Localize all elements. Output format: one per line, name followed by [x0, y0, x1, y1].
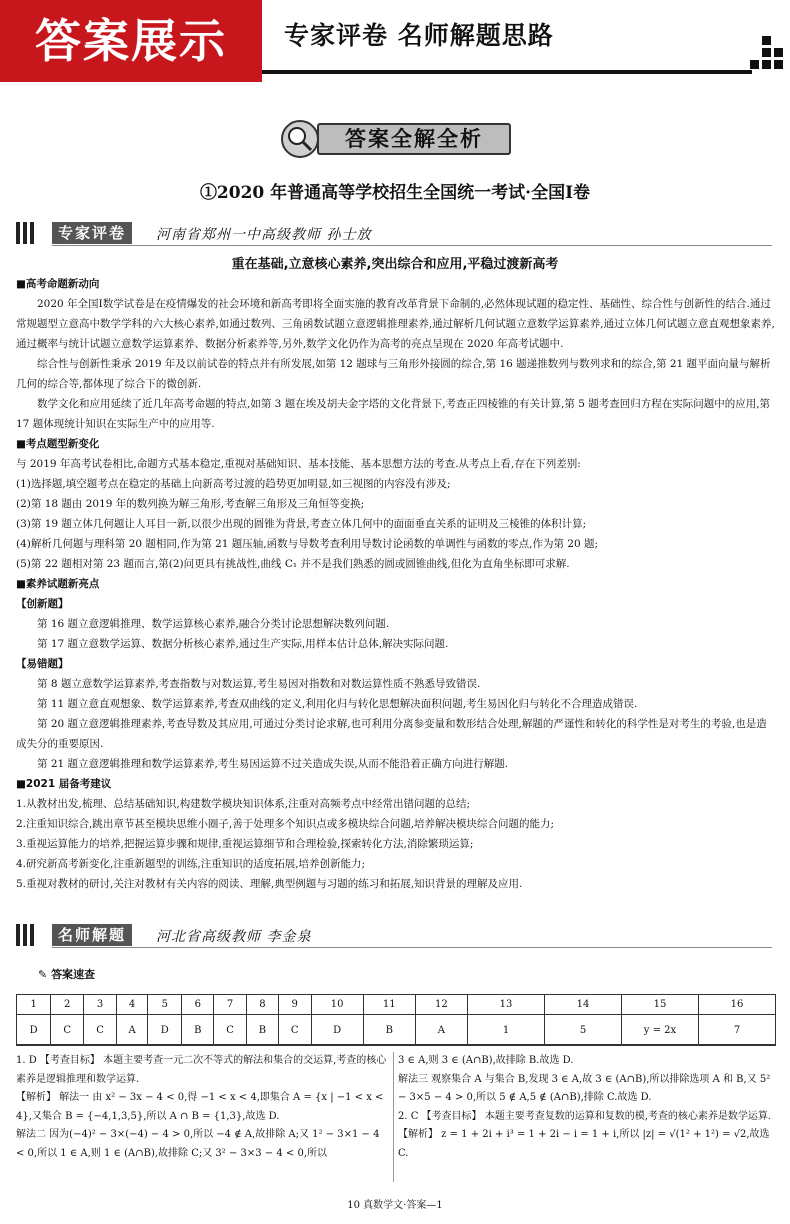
magnifier-icon	[281, 120, 319, 158]
answer-cell: C	[278, 1015, 311, 1046]
headline: 重在基础,立意核心素养,突出综合和应用,平稳过渡新高考	[231, 257, 559, 272]
paragraph: (4)解析几何题与理科第 20 题相同,作为第 21 题压轴,函数与导数考查利用导数讨论函数的单调性与函数的零点,作为第 20 题;	[16, 538, 599, 550]
corner-square	[774, 60, 783, 69]
expert-label: 专家评卷	[52, 222, 132, 244]
solution-paragraph: 1. D 【考查目标】 本题主要考查一元二次不等式的解法和集合的交运算,考查的核心素养是逻辑推理和数学运算.	[16, 1055, 387, 1085]
question-number-cell: 11	[363, 995, 415, 1015]
answer-cell: C	[84, 1015, 117, 1046]
bars-icon	[16, 924, 37, 946]
table-bottom-rule	[16, 1044, 776, 1046]
section-rule	[52, 245, 772, 246]
answer-cell: 1	[468, 1015, 545, 1046]
answer-cell: D	[148, 1015, 182, 1046]
banner-title: 答案展示	[0, 0, 262, 82]
solution-paragraph: 解法三 观察集合 A 与集合 B,发现 3 ∈ A,故 3 ∈ (A∩B),所以排除选项 A 和 B,又 5² − 3×5 − 4 > 0,所以 5 ∉ A,5 ∉ (A∩B),排除 C.故选 D.	[398, 1073, 771, 1104]
teacher-author: 河北省高级教师 李金泉	[156, 929, 312, 945]
solution-paragraph: 【解析】 z = 1 + 2i + i³ = 1 + 2i − i = 1 + i,所以 |z| = √(1² + 1²) = √2,故选 C.	[398, 1129, 770, 1159]
paragraph: (1)选择题,填空题考点在稳定的基础上向新高考过渡的趋势更加明显,如三视图的内容没有涉及;	[16, 478, 451, 490]
question-number-cell: 14	[545, 995, 622, 1015]
corner-square	[762, 48, 771, 57]
subsection-heading: ■素养试题新亮点	[16, 578, 100, 590]
question-number-cell: 6	[182, 995, 214, 1015]
question-number-cell: 4	[116, 995, 147, 1015]
paragraph: 1.从教材出发,梳理、总结基础知识,构建数学模块知识体系,注重对高频考点中经常出错问题的总结;	[16, 798, 471, 810]
corner-square	[762, 60, 771, 69]
expert-body	[16, 274, 776, 894]
paragraph: 第 21 题立意逻辑推理和数学运算素养,考生易因运算不过关造成失误,从而不能沿着正确方向进行解题.	[37, 758, 509, 770]
subsection-heading: ■2021 届备考建议	[16, 778, 112, 790]
quick-answer-label: 答案速查	[51, 968, 96, 981]
quick-answer-title	[38, 966, 95, 982]
paragraph: (2)第 18 题由 2019 年的数列换为解三角形,考查解三角形及三角恒等变换;	[16, 498, 365, 510]
bracket-heading: 【易错题】	[16, 658, 69, 670]
answer-cell: D	[311, 1015, 363, 1046]
paragraph: 数学文化和应用延续了近几年高考命题的特点,如第 3 题在埃及胡夫金字塔的文化背景下,考查正四棱锥的有关计算,第 5 题考查回归方程在实际问题中的应用,第 17 题体现统计知识在实际生产中的应用等.	[16, 398, 771, 430]
expert-section-header	[16, 222, 776, 246]
analysis-header	[281, 120, 511, 158]
paragraph: 第 11 题立意直观想象、数学运算素养,考查双曲线的定义,利用化归与转化思想解决面积问题,考生易因化归与转化不合理造成错误.	[37, 698, 638, 710]
answer-cell: B	[247, 1015, 279, 1046]
answer-cell: 7	[699, 1015, 776, 1046]
question-number-cell: 16	[699, 995, 776, 1015]
exam-title: ①2020 年普通高等学校招生全国统一考试·全国Ⅰ卷	[199, 183, 591, 203]
solution-paragraph: 解法二 因为(−4)² − 3×(−4) − 4 > 0,所以 −4 ∉ A,故排除 A;又 1² − 3×1 − 4 < 0,所以 1 ∈ A,则 1 ∈ (A∩B),故排除 C;又 3² − 3×3 − 4 < 0,所以	[16, 1129, 380, 1159]
solutions-right-column	[398, 1052, 776, 1164]
paragraph: 2.注重知识综合,跳出章节甚至模块思维小圈子,善于处理多个知识点或多模块综合问题,培养解决模块综合问题的能力;	[16, 818, 555, 830]
paragraph: 综合性与创新性秉承 2019 年及以前试卷的特点并有所发展,如第 12 题球与三角形外接圆的综合,第 16 题递推数列与数列求和的综合,第 21 题平面向量与解析几何的综合等,都体现了综合下的微创新.	[16, 358, 771, 390]
answer-cell: C	[214, 1015, 247, 1046]
page-footer: 10 真数学文·答案—1	[347, 1200, 443, 1211]
question-number-cell: 8	[247, 995, 279, 1015]
question-number-cell: 9	[278, 995, 311, 1015]
section-rule	[52, 947, 772, 948]
paragraph: 2020 年全国Ⅰ数学试卷是在疫情爆发的社会环境和新高考即将全面实施的教育改革背景下命制的,必然体现试题的稳定性、基础性、综合性与创新性的结合.通过常规题型立意高中数学学科的六大核心素养,如通过数列、三角函数试题立意逻辑推理素养,通过解析几何试题立意数学运算素养,通过立体几何试题立意直观想象素养,通过概率与统计试题立意数学运算素养、数据分析素养等,另外,数学文化仍作为高考的亮点呈现在 2020 年高考试题中.	[16, 298, 775, 350]
header-banner	[0, 0, 790, 82]
answer-table	[16, 994, 776, 1046]
bracket-heading: 【创新题】	[16, 598, 69, 610]
answer-cell: C	[51, 1015, 84, 1046]
answer-cell: A	[415, 1015, 467, 1046]
paragraph: (5)第 22 题相对第 23 题而言,第(2)问更具有挑战性,曲线 C₁ 并不是我们熟悉的圆或圆锥曲线,但化为直角坐标即可求解.	[16, 558, 570, 570]
answer-cell: 5	[545, 1015, 622, 1046]
paragraph: 第 8 题立意数学运算素养,考查指数与对数运算,考生易因对指数和对数运算性质不熟悉导致错误.	[37, 678, 481, 690]
subsection-heading: ■考点题型新变化	[16, 438, 100, 450]
teacher-section-header	[16, 924, 776, 948]
question-number-cell: 7	[214, 995, 247, 1015]
question-number-cell: 2	[51, 995, 84, 1015]
question-number-cell: 15	[622, 995, 699, 1015]
answer-cell: B	[182, 1015, 214, 1046]
bars-icon	[16, 222, 37, 244]
solutions-left-column	[16, 1052, 391, 1164]
answer-value-row	[17, 1015, 776, 1046]
question-number-cell: 10	[311, 995, 363, 1015]
answer-number-row	[17, 995, 776, 1015]
question-number-cell: 5	[148, 995, 182, 1015]
expert-author: 河南省郑州一中高级教师 孙士放	[156, 227, 372, 243]
answer-cell: y = 2x	[622, 1015, 699, 1046]
teacher-label: 名师解题	[52, 924, 132, 946]
paragraph: (3)第 19 题立体几何题让人耳目一新,以很少出现的圆锥为背景,考查立体几何中的面面垂直关系的证明及三棱锥的体积计算;	[16, 518, 587, 530]
paragraph: 第 20 题立意逻辑推理素养,考查导数及其应用,可通过分类讨论求解,也可利用分离参变量和数形结合处理,解题的严谨性和转化的科学性是对考生的考验,也是造成失分的重要原因.	[16, 718, 767, 750]
paragraph: 与 2019 年高考试卷相比,命题方式基本稳定,重视对基础知识、基本技能、基本思想方法的考查.从考点上看,存在下列差别:	[16, 458, 581, 470]
paragraph: 第 17 题立意数学运算、数据分析核心素养,通过生产实际,用样本估计总体,解决实际问题.	[37, 638, 449, 650]
answer-cell: B	[363, 1015, 415, 1046]
question-number-cell: 1	[17, 995, 51, 1015]
answer-cell: D	[17, 1015, 51, 1046]
analysis-title: 答案全解全析	[317, 123, 511, 155]
paragraph: 第 16 题立意逻辑推理、数学运算核心素养,融合分类讨论思想解决数列问题.	[37, 618, 390, 630]
banner-rule	[262, 70, 752, 74]
answer-cell: A	[116, 1015, 147, 1046]
question-number-cell: 13	[468, 995, 545, 1015]
question-number-cell: 3	[84, 995, 117, 1015]
subsection-heading: ■高考命题新动向	[16, 278, 100, 290]
question-number-cell: 12	[415, 995, 467, 1015]
paragraph: 5.重视对教材的研讨,关注对教材有关内容的阅读、理解,典型例题与习题的练习和拓展,知识背景的理解及应用.	[16, 878, 523, 890]
paragraph: 3.重视运算能力的培养,把握运算步骤和规律,重视运算细节和合理检验,探索转化方法,消除繁琐运算;	[16, 838, 474, 850]
pencil-icon: ✎	[38, 968, 48, 981]
corner-square	[750, 60, 759, 69]
paragraph: 4.研究新高考新变化,注重新题型的训练,注重知识的适度拓展,培养创新能力;	[16, 858, 366, 870]
solution-paragraph: 2. C 【考查目标】 本题主要考查复数的运算和复数的模,考查的核心素养是数学运算.	[398, 1110, 772, 1122]
solution-paragraph: 3 ∈ A,则 3 ∈ (A∩B),故排除 B.故选 D.	[398, 1055, 574, 1066]
banner-subtitle: 专家评卷 名师解题思路	[284, 21, 554, 50]
column-divider	[393, 1052, 394, 1182]
solution-paragraph: 【解析】 解法一 由 x² − 3x − 4 < 0,得 −1 < x < 4,即集合 A = {x | −1 < x < 4},又集合 B = {−4,1,3,5},所以 A ∩ B = {1,3},故选 D.	[16, 1092, 384, 1122]
corner-square	[774, 48, 783, 57]
corner-square	[762, 36, 771, 45]
